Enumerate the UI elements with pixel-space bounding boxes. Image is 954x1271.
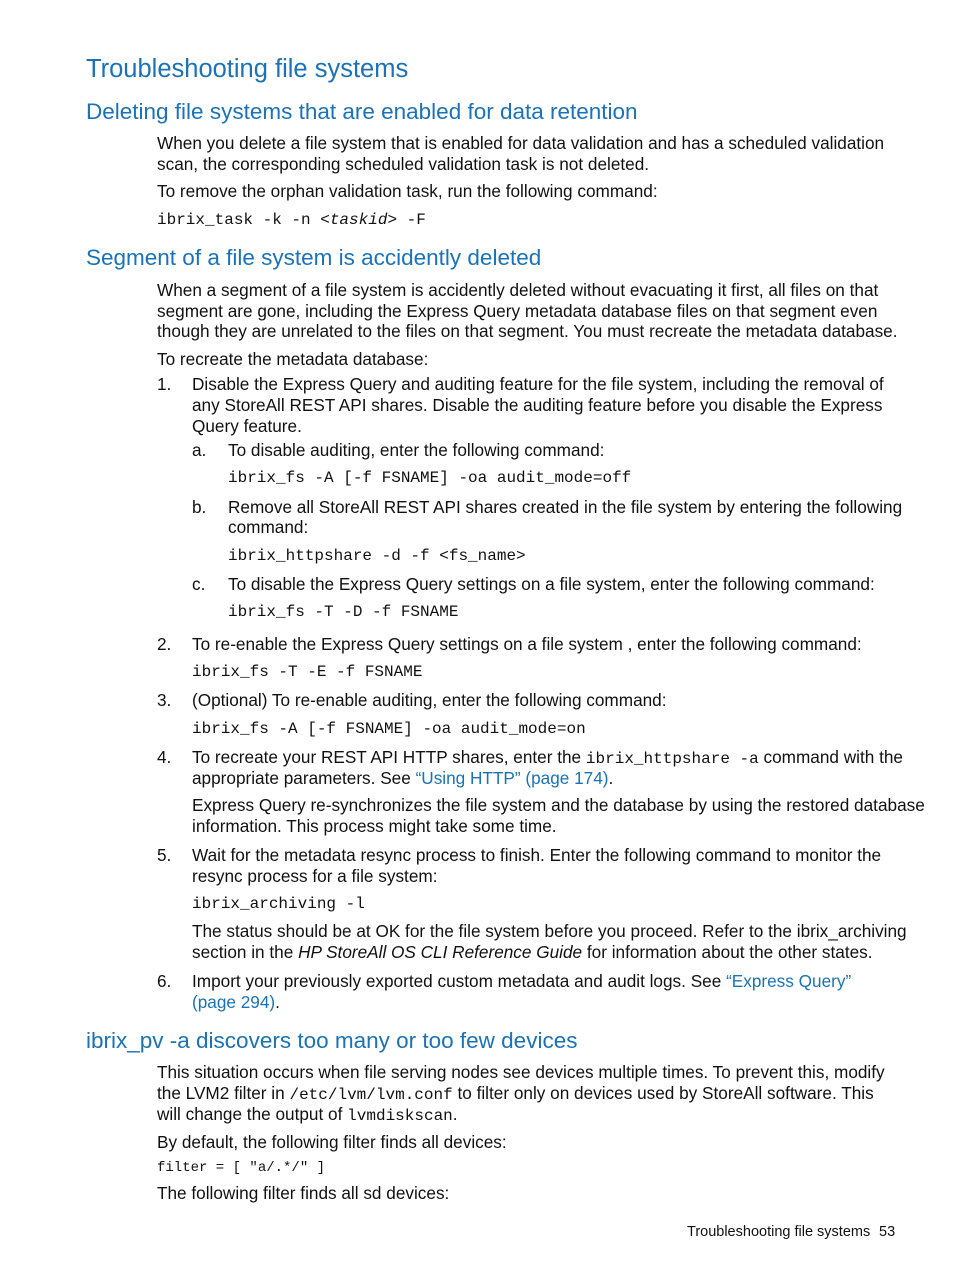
list-number: 6.	[157, 971, 172, 991]
inline-code: /etc/lvm/lvm.conf	[289, 1086, 453, 1104]
paragraph: To remove the orphan validation task, run the following command:	[157, 181, 658, 201]
code-block: filter = [ "a/.*/" ]	[157, 1160, 326, 1176]
page-number: 53	[879, 1224, 896, 1240]
code-placeholder: taskid	[329, 211, 388, 229]
list-item-line	[192, 747, 903, 770]
code-block: ibrix_fs -A [-f FSNAME] -oa audit_mode=on	[192, 720, 586, 738]
sublist-item: To disable auditing, enter the following command:	[228, 440, 605, 460]
list-item-line	[192, 992, 280, 1013]
paragraph-line: information. This process might take some time.	[192, 816, 557, 836]
text: for information about the other states.	[582, 942, 873, 962]
paragraph-line: This situation occurs when file serving nodes see devices multiple times. To prevent this, modify	[157, 1062, 885, 1082]
list-item-line	[192, 768, 613, 789]
text: appropriate parameters. See	[192, 768, 416, 788]
page-title: Troubleshooting file systems	[86, 55, 409, 83]
list-number: 2.	[157, 634, 172, 654]
paragraph-line: The status should be at OK for the file system before you proceed. Refer to the ibrix_archiving	[192, 921, 907, 941]
guide-title: HP StoreAll OS CLI Reference Guide	[298, 942, 583, 962]
text: .	[275, 992, 280, 1012]
text: will change the output of	[157, 1104, 348, 1124]
paragraph: To recreate the metadata database:	[157, 349, 429, 369]
using-http-link[interactable]: “Using HTTP” (page 174)	[415, 768, 609, 788]
code-block: ibrix_fs -T -D -f FSNAME	[228, 603, 459, 621]
paragraph: The following filter finds all sd devices:	[157, 1183, 450, 1203]
code-text: ibrix_task -k -n <	[157, 211, 330, 229]
list-item-line	[192, 971, 851, 992]
section-heading-ibrix-pv: ibrix_pv -a discovers too many or too few devices	[86, 1028, 578, 1053]
sublist-item: To disable the Express Query settings on a file system, enter the following command:	[228, 574, 875, 594]
paragraph-line: though they are unrelated to the files on that segment. You must recreate the metadata database.	[157, 321, 898, 341]
paragraph-line	[192, 942, 873, 963]
sublist-letter: c.	[192, 574, 206, 594]
text: .	[452, 1104, 458, 1124]
paragraph-line	[157, 1104, 458, 1127]
list-item-line: Disable the Express Query and auditing feature for the file system, including the removal of	[192, 374, 884, 394]
text: the LVM2 filter in	[157, 1083, 290, 1103]
text: command with the	[758, 747, 903, 767]
list-number: 3.	[157, 690, 172, 710]
inline-code: lvmdiskscan	[347, 1107, 453, 1125]
text: To recreate your REST API HTTP shares, enter the	[192, 747, 586, 767]
text: to filter only on devices used by StoreAll software. This	[452, 1083, 874, 1103]
code-block: ibrix_archiving -l	[192, 895, 365, 913]
footer-section-label: Troubleshooting file systems	[687, 1224, 871, 1240]
section-heading-data-retention: Deleting file systems that are enabled for data retention	[86, 99, 638, 124]
list-item-line: Query feature.	[192, 416, 302, 436]
sublist-letter: a.	[192, 440, 207, 460]
express-query-page-link[interactable]: (page 294)	[192, 992, 276, 1012]
paragraph: By default, the following filter finds all devices:	[157, 1132, 507, 1152]
paragraph-line: When you delete a file system that is enabled for data validation and has a scheduled validation	[157, 133, 885, 153]
paragraph-line: segment are gone, including the Express Query metadata database files on that segment even	[157, 301, 878, 321]
code-block	[157, 210, 426, 231]
sublist-item-line: Remove all StoreAll REST API shares created in the file system by entering the following	[228, 497, 903, 517]
express-query-link[interactable]: “Express Query”	[726, 971, 852, 991]
list-item-line: resync process for a file system:	[192, 866, 438, 886]
list-number: 5.	[157, 845, 172, 865]
sublist-item-line: command:	[228, 517, 309, 537]
code-block: ibrix_fs -A [-f FSNAME] -oa audit_mode=off	[228, 469, 632, 487]
paragraph-line: Express Query re-synchronizes the file system and the database by using the restored database	[192, 795, 925, 815]
text: Import your previously exported custom metadata and audit logs. See	[192, 971, 727, 991]
paragraph-line: scan, the corresponding scheduled validation task is not deleted.	[157, 154, 650, 174]
list-item-line: any StoreAll REST API shares. Disable the auditing feature before you disable the Express	[192, 395, 883, 415]
code-text: > -F	[387, 211, 426, 229]
paragraph-line	[157, 1083, 874, 1106]
code-block: ibrix_httpshare -d -f <fs_name>	[228, 547, 526, 565]
section-heading-segment-deleted: Segment of a file system is accidently deleted	[86, 245, 542, 270]
list-item-line: Wait for the metadata resync process to finish. Enter the following command to monitor the	[192, 845, 882, 865]
text: section in the	[192, 942, 299, 962]
code-block: ibrix_fs -T -E -f FSNAME	[192, 663, 423, 681]
list-item: To re-enable the Express Query settings on a file system , enter the following command:	[192, 634, 862, 654]
list-number: 1.	[157, 374, 172, 394]
list-item: (Optional) To re-enable auditing, enter the following command:	[192, 690, 667, 710]
inline-code: ibrix_httpshare -a	[585, 750, 759, 768]
sublist-letter: b.	[192, 497, 207, 517]
text: .	[608, 768, 614, 788]
paragraph-line: When a segment of a file system is accidently deleted without evacuating it first, all files on that	[157, 280, 879, 300]
list-number: 4.	[157, 747, 172, 767]
